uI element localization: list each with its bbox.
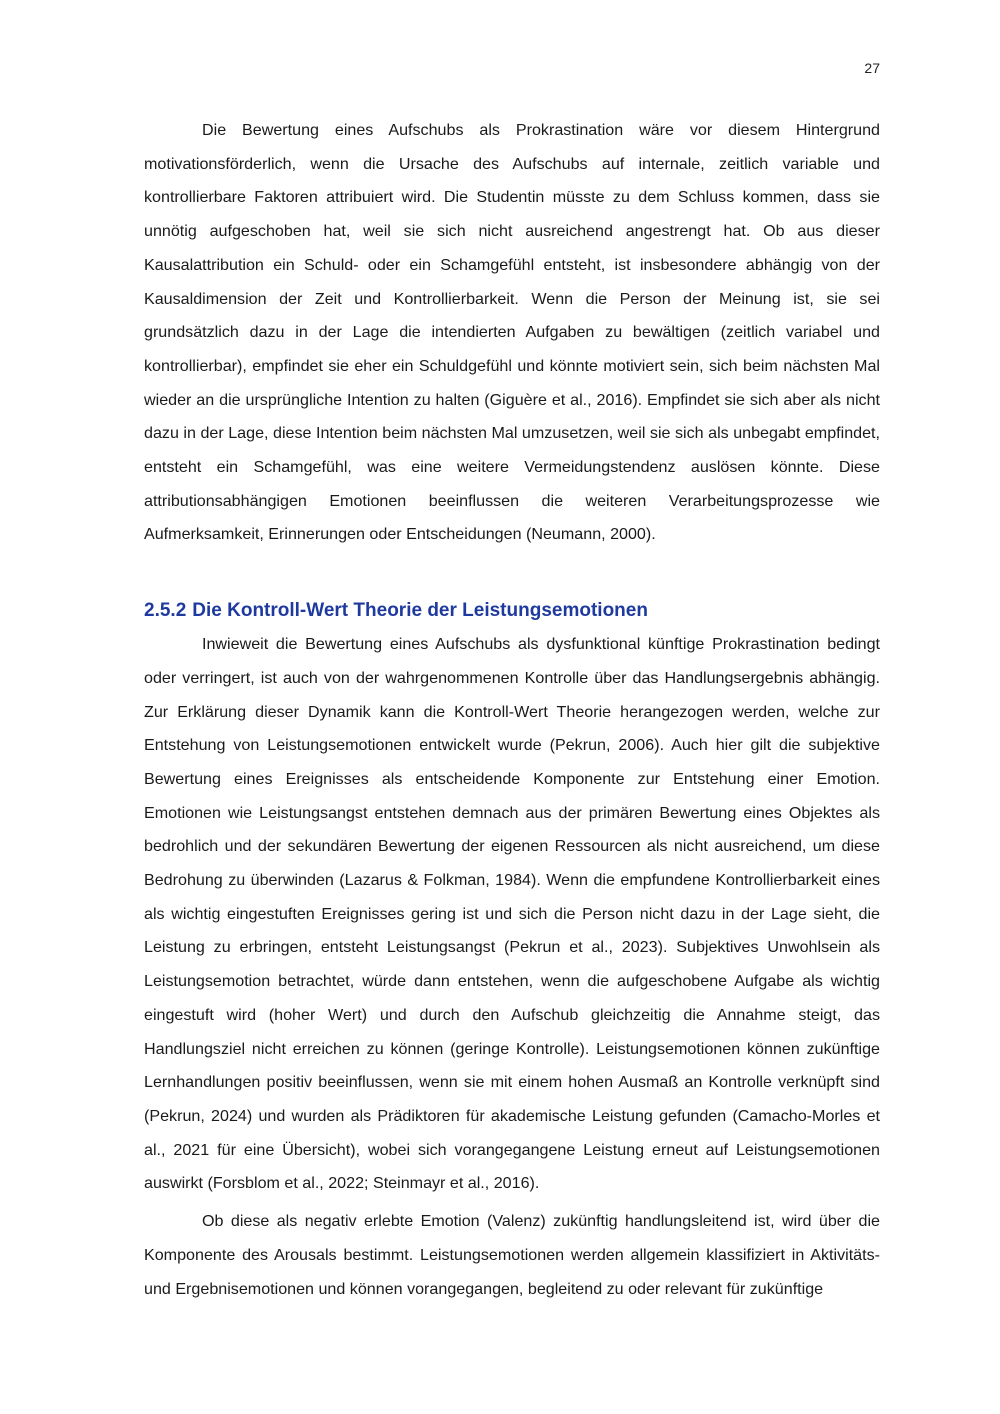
section-title: Die Kontroll-Wert Theorie der Leistungsemotionen	[192, 600, 648, 622]
body-paragraph: Ob diese als negativ erlebte Emotion (Valenz) zukünftig handlungsleitend ist, wird über die Komponente des Arousals bestimmt. Leistungsemotionen werden allgemein klassifiziert in Aktivitäts- und Ergebnisemotionen und können vorangegangen, begleitend zu oder relevant für zukünftige	[144, 1212, 880, 1298]
section-number: 2.5.2	[144, 600, 187, 622]
page-number: 27	[864, 60, 880, 76]
body-paragraph: Die Bewertung eines Aufschubs als Prokrastination wäre vor diesem Hintergrund motivationsförderlich, wenn die Ursache des Aufschubs auf internale, zeitlich variable und kontrollierbare Faktoren attribuiert wird. Die Studentin müsste zu dem Schluss kommen, dass sie unnötig aufgeschoben hat, weil sie sich nicht ausreichend angestrengt hat. Ob aus dieser Kausalattribution ein Schuld- oder ein Schamgefühl entsteht, ist insbesondere abhängig von der Kausaldimension der Zeit und Kontrollierbarkeit. Wenn die Person der Meinung ist, sie sei grundsätzlich dazu in der Lage die intendierten Aufgaben zu bewältigen (zeitlich variabel und kontrollierbar), empfindet sie eher ein Schuldgefühl und könnte motiviert sein, sich beim nächsten Mal wieder an die ursprüngliche Intention zu halten (Giguère et al., 2016). Empfindet sie sich aber als nicht dazu in der Lage, diese Intention beim nächsten Mal umzusetzen, weil sie sich als unbegabt empfindet, entsteht ein Schamgefühl, was eine weitere Vermeidungstendenz auslösen könnte. Diese attributionsabhängigen Emotionen beeinflussen die weiteren Verarbeitungsprozesse wie Aufmerksamkeit, Erinnerungen oder Entscheidungen (Neumann, 2000).	[144, 121, 880, 544]
document-body	[144, 114, 880, 1306]
section-heading	[144, 594, 880, 628]
body-paragraph: Inwieweit die Bewertung eines Aufschubs als dysfunktional künftige Prokrastination bedingt oder verringert, ist auch von der wahrgenommenen Kontrolle über das Handlungsergebnis abhängig. Zur Erklärung dieser Dynamik kann die Kontroll-Wert Theorie herangezogen werden, welche zur Entstehung von Leistungsemotionen entwickelt wurde (Pekrun, 2006). Auch hier gilt die subjektive Bewertung eines Ereignisses als entscheidende Komponente zur Entstehung einer Emotion. Emotionen wie Leistungsangst entstehen demnach aus der primären Bewertung eines Objektes als bedrohlich und der sekundären Bewertung der eigenen Ressourcen als nicht ausreichend, um diese Bedrohung zu überwinden (Lazarus & Folkman, 1984). Wenn die empfundene Kontrollierbarkeit eines als wichtig eingestuften Ereignisses gering ist und sich die Person nicht dazu in der Lage sieht, die Leistung zu erbringen, entsteht Leistungsangst (Pekrun et al., 2023). Subjektives Unwohlsein als Leistungsemotion betrachtet, würde dann entstehen, wenn die aufgeschobene Aufgabe als wichtig eingestuft wird (hoher Wert) und durch den Aufschub gleichzeitig die Annahme steigt, das Handlungsziel nicht erreichen zu können (geringe Kontrolle). Leistungsemotionen können zukünftige Lernhandlungen positiv beeinflussen, wenn sie mit einem hohen Ausmaß an Kontrolle verknüpft sind (Pekrun, 2024) und wurden als Prädiktoren für akademische Leistung gefunden (Camacho-Morles et al., 2021 für eine Übersicht), wobei sich vorangegangene Leistung erneut auf Leistungsemotionen auswirkt (Forsblom et al., 2022; Steinmayr et al., 2016).	[144, 635, 880, 1193]
